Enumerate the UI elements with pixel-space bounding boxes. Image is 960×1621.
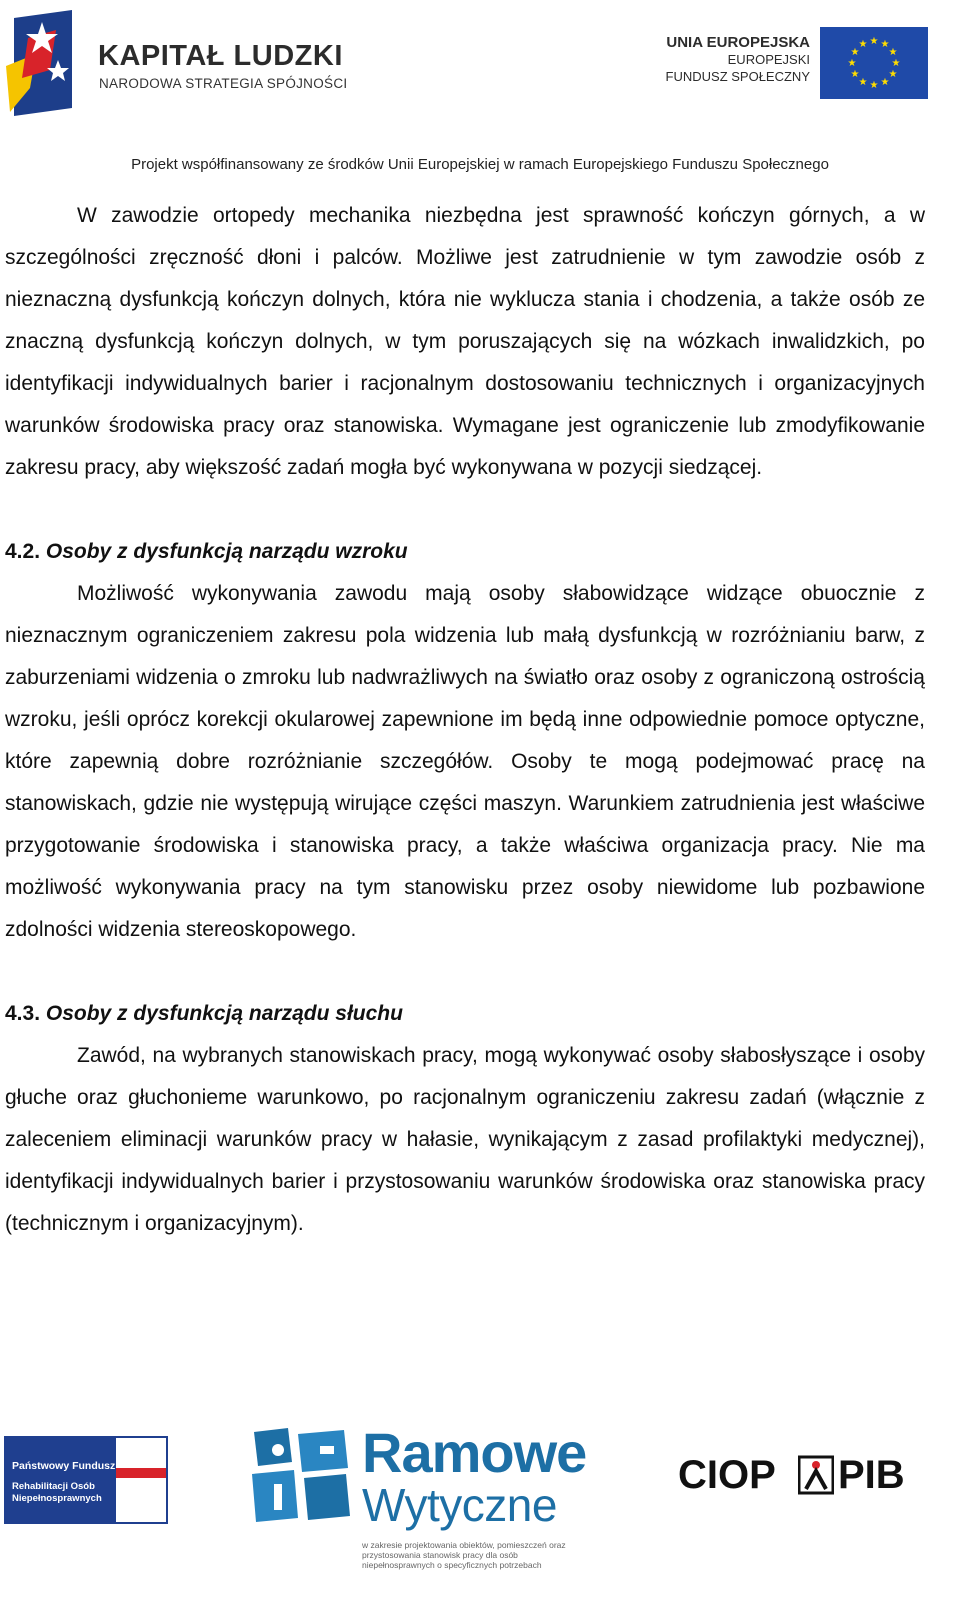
ciop-text: CIOP	[678, 1453, 776, 1497]
project-cofinancing-note: Projekt współfinansowany ze środków Unii Europejskiej w ramach Europejskiego Funduszu Społecznego	[131, 156, 829, 173]
svg-text:★: ★	[869, 36, 879, 47]
ramowe-description: w zakresie projektowania obiektów, pomieszczeń oraz przystosowania stanowisk pracy dla osób niepełnosprawnych o specyficznych potrzebach	[362, 1540, 566, 1570]
section-heading-4-2	[5, 531, 925, 573]
svg-text:★: ★	[858, 77, 868, 88]
svg-text:★: ★	[880, 39, 890, 50]
section-number: 4.2.	[5, 540, 41, 563]
pfron-logo-block	[6, 1438, 116, 1522]
section-4-3-paragraph: Zawód, na wybranych stanowiskach pracy, mogą wykonywać osoby słabosłyszące i osoby głuche oraz głuchonieme warunkowo, po racjonalnym ograniczeniu zakresu zadań (włącznie z zaleceniem eliminacji warunków pracy w hałasie, wynikającym z zasad profilaktyki medycznej), identyfikacji indywidualnych barier i przystosowaniu warunków środowiska oraz stanowiska pracy (technicznym i organizacyjnym).	[5, 1044, 925, 1235]
wytyczne-title: Wytyczne	[362, 1479, 557, 1531]
spacer	[5, 951, 925, 993]
svg-text:★: ★	[888, 69, 898, 80]
pfron-logo	[4, 1436, 168, 1524]
kapital-ludzki-subtitle: NARODOWA STRATEGIA SPÓJNOŚCI	[99, 76, 348, 91]
svg-text:★: ★	[880, 77, 890, 88]
kapital-ludzki-title: KAPITAŁ LUDZKI	[98, 40, 343, 72]
ramowe-wytyczne-mark-icon	[248, 1428, 352, 1524]
svg-text:★: ★	[850, 69, 860, 80]
eu-logo-text	[610, 34, 810, 85]
eu-line-1: UNIA EUROPEJSKA	[666, 34, 810, 51]
ramowe-title: Ramowe	[362, 1421, 587, 1484]
spacer	[5, 489, 925, 531]
page-header	[0, 0, 960, 185]
intro-paragraph: W zawodzie ortopedy mechanika niezbędna jest sprawność kończyn górnych, a w szczególności zręczność dłoni i palców. Możliwe jest zatrudnienie w tym zawodzie osób z nieznaczną dysfunkcją kończyn dolnych, która nie wyklucza stania i chodzenia, a także osób ze znaczną dysfunkcją kończyn dolnych, w tym poruszających się na wózkach inwalidzkich, po identyfikacji indywidualnych barier i racjonalnym dostosowaniu technicznych i organizacyjnych warunków środowiska pracy oraz stanowiska. Wymagane jest ograniczenie lub zmodyfikowanie zakresu pracy, aby większość zadań mogła być wykonywana w pozycji siedzącej.	[5, 204, 925, 479]
svg-text:★: ★	[891, 58, 901, 69]
ciop-pib-logo	[678, 1455, 930, 1499]
pfron-line-1: Państwowy Fundusz	[12, 1460, 116, 1472]
kapital-ludzki-logo	[6, 8, 78, 118]
pfron-line-2: Rehabilitacji Osób Niepełnosprawnych	[12, 1481, 102, 1504]
section-number: 4.3.	[5, 1002, 41, 1025]
section-heading-4-3	[5, 993, 925, 1035]
ciop-person-icon	[798, 1455, 834, 1495]
document-body	[5, 195, 925, 1245]
svg-text:★: ★	[869, 80, 879, 91]
section-title: Osoby z dysfunkcją narządu wzroku	[45, 540, 408, 563]
pib-text: PIB	[838, 1453, 905, 1497]
svg-text:★: ★	[858, 39, 868, 50]
svg-text:★: ★	[847, 58, 857, 69]
section-4-2-paragraph: Możliwość wykonywania zawodu mają osoby słabowidzące widzące obuocznie z nieznacznym ograniczeniem zakresu pola widzenia lub małą dysfunkcją w rozróżnianiu barw, z zaburzeniami widzenia o zmroku lub nadwrażliwych na światło oraz osoby z ograniczoną ostrością wzroku, jeśli oprócz korekcji okularowej zapewnione im będą inne odpowiednie pomoce optyczne, które zapewnią dobre rozróżnianie szczegółów. Osoby te mogą podejmować pracę na stanowiskach, gdzie nie występują wirujące części maszyn. Warunkiem zatrudnienia jest właściwe przygotowanie środowiska i stanowiska pracy, a także właściwa organizacja pracy. Nie ma możliwość wykonywania pracy na tym stanowisku przez osoby niewidome lub pozbawione zdolności widzenia stereoskopowego.	[5, 582, 925, 941]
section-title: Osoby z dysfunkcją narządu słuchu	[45, 1002, 403, 1025]
pfron-red-stripe	[116, 1468, 166, 1478]
eu-line-2: EUROPEJSKI	[727, 52, 810, 67]
svg-text:★: ★	[888, 47, 898, 58]
svg-text:★: ★	[850, 47, 860, 58]
eu-flag-icon	[820, 27, 928, 99]
eu-line-3: FUNDUSZ SPOŁECZNY	[665, 69, 810, 84]
